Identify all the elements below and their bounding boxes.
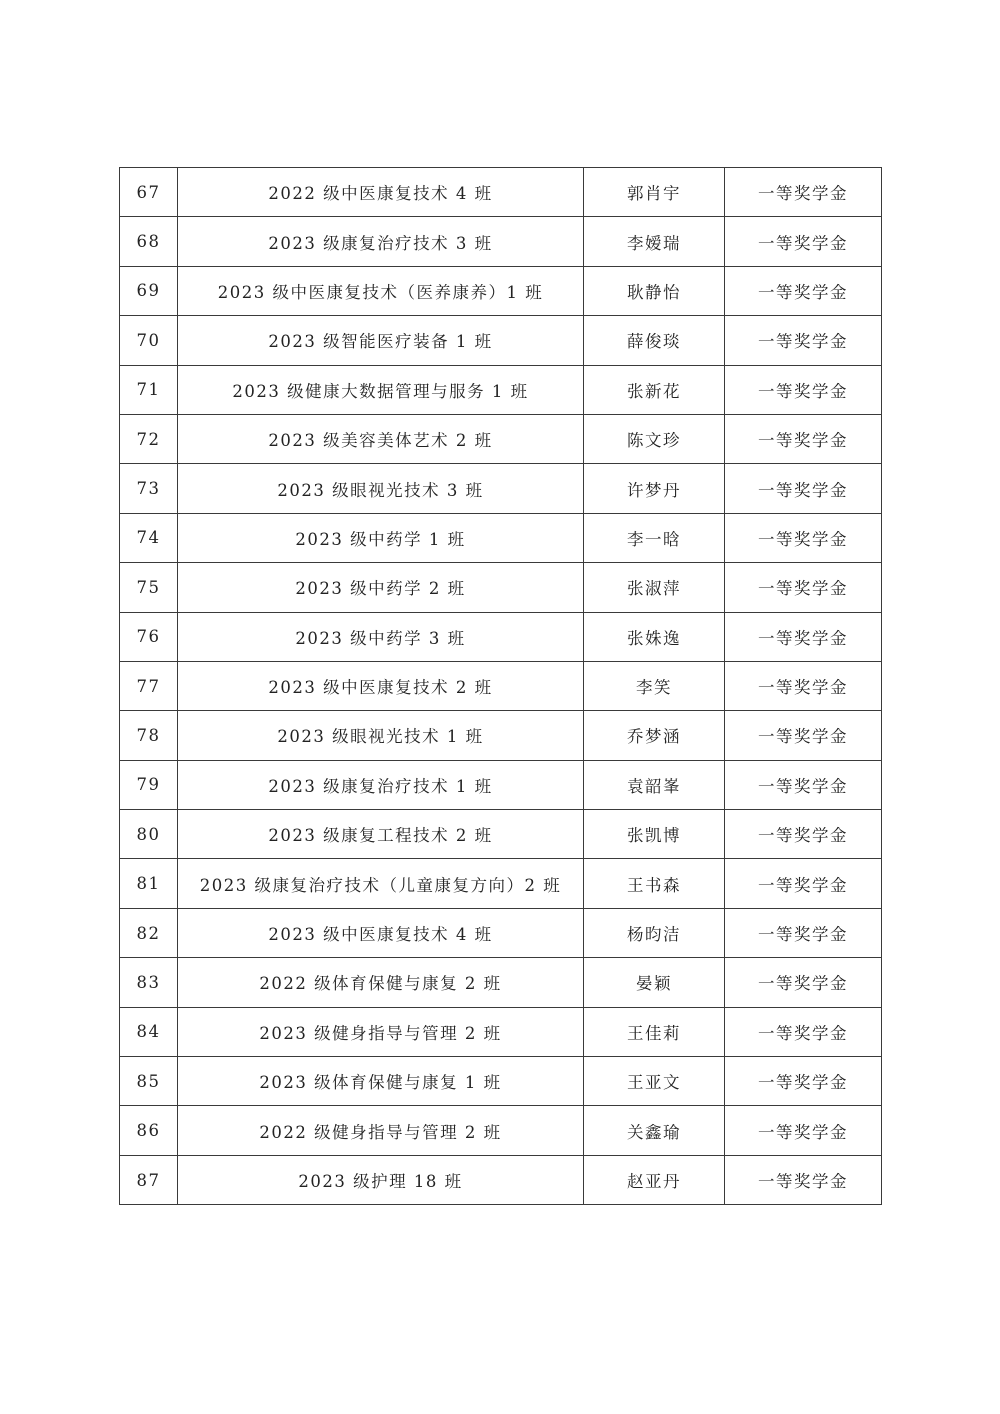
class-name-cell: 2023 级健身指导与管理 2 班 — [178, 1007, 584, 1056]
award-level-cell: 一等奖学金 — [725, 908, 882, 957]
award-level-cell: 一等奖学金 — [725, 168, 882, 217]
class-name-cell: 2022 级健身指导与管理 2 班 — [178, 1106, 584, 1155]
row-number-cell: 86 — [120, 1106, 178, 1155]
row-number-cell: 77 — [120, 661, 178, 710]
student-name-cell: 李笑 — [584, 661, 725, 710]
class-name-cell: 2023 级康复治疗技术 1 班 — [178, 760, 584, 809]
student-name-cell: 张姝逸 — [584, 612, 725, 661]
table-row — [120, 316, 882, 365]
award-level-cell: 一等奖学金 — [725, 612, 882, 661]
class-name-cell: 2023 级中药学 3 班 — [178, 612, 584, 661]
table-row — [120, 711, 882, 760]
class-name-cell: 2023 级康复治疗技术 3 班 — [178, 217, 584, 266]
class-name-cell: 2022 级中医康复技术 4 班 — [178, 168, 584, 217]
student-name-cell: 耿静怡 — [584, 266, 725, 315]
award-level-cell: 一等奖学金 — [725, 1007, 882, 1056]
student-name-cell: 张淑萍 — [584, 563, 725, 612]
class-name-cell: 2022 级体育保健与康复 2 班 — [178, 958, 584, 1007]
table-row — [120, 563, 882, 612]
table-row — [120, 168, 882, 217]
row-number-cell: 78 — [120, 711, 178, 760]
class-name-cell: 2023 级中药学 2 班 — [178, 563, 584, 612]
table-row — [120, 266, 882, 315]
table-row — [120, 760, 882, 809]
row-number-cell: 72 — [120, 414, 178, 463]
table-row — [120, 958, 882, 1007]
table-row — [120, 513, 882, 562]
student-name-cell: 杨昀洁 — [584, 908, 725, 957]
award-level-cell: 一等奖学金 — [725, 1057, 882, 1106]
row-number-cell: 87 — [120, 1155, 178, 1204]
award-level-cell: 一等奖学金 — [725, 365, 882, 414]
table-row — [120, 859, 882, 908]
table-row — [120, 810, 882, 859]
award-level-cell: 一等奖学金 — [725, 563, 882, 612]
table-row — [120, 217, 882, 266]
class-name-cell: 2023 级眼视光技术 3 班 — [178, 464, 584, 513]
row-number-cell: 68 — [120, 217, 178, 266]
student-name-cell: 王亚文 — [584, 1057, 725, 1106]
table-row — [120, 414, 882, 463]
table-row — [120, 1057, 882, 1106]
award-level-cell: 一等奖学金 — [725, 711, 882, 760]
row-number-cell: 79 — [120, 760, 178, 809]
table-row — [120, 1007, 882, 1056]
row-number-cell: 70 — [120, 316, 178, 365]
class-name-cell: 2023 级体育保健与康复 1 班 — [178, 1057, 584, 1106]
table-row — [120, 1106, 882, 1155]
class-name-cell: 2023 级美容美体艺术 2 班 — [178, 414, 584, 463]
student-name-cell: 赵亚丹 — [584, 1155, 725, 1204]
award-level-cell: 一等奖学金 — [725, 661, 882, 710]
student-name-cell: 晏颖 — [584, 958, 725, 1007]
student-name-cell: 乔梦涵 — [584, 711, 725, 760]
award-level-cell: 一等奖学金 — [725, 414, 882, 463]
row-number-cell: 84 — [120, 1007, 178, 1056]
row-number-cell: 75 — [120, 563, 178, 612]
student-name-cell: 关鑫瑜 — [584, 1106, 725, 1155]
student-name-cell: 李嫒瑞 — [584, 217, 725, 266]
row-number-cell: 81 — [120, 859, 178, 908]
student-name-cell: 郭肖宇 — [584, 168, 725, 217]
table-row — [120, 464, 882, 513]
award-level-cell: 一等奖学金 — [725, 1106, 882, 1155]
award-level-cell: 一等奖学金 — [725, 316, 882, 365]
award-level-cell: 一等奖学金 — [725, 217, 882, 266]
class-name-cell: 2023 级中药学 1 班 — [178, 513, 584, 562]
award-level-cell: 一等奖学金 — [725, 266, 882, 315]
table-row — [120, 612, 882, 661]
class-name-cell: 2023 级眼视光技术 1 班 — [178, 711, 584, 760]
row-number-cell: 82 — [120, 908, 178, 957]
class-name-cell: 2023 级康复治疗技术（儿童康复方向）2 班 — [178, 859, 584, 908]
table-row — [120, 365, 882, 414]
award-level-cell: 一等奖学金 — [725, 464, 882, 513]
table-row — [120, 908, 882, 957]
table-row — [120, 1155, 882, 1204]
student-name-cell: 袁韶峯 — [584, 760, 725, 809]
award-level-cell: 一等奖学金 — [725, 1155, 882, 1204]
row-number-cell: 73 — [120, 464, 178, 513]
award-level-cell: 一等奖学金 — [725, 859, 882, 908]
student-name-cell: 李一晗 — [584, 513, 725, 562]
award-level-cell: 一等奖学金 — [725, 810, 882, 859]
class-name-cell: 2023 级健康大数据管理与服务 1 班 — [178, 365, 584, 414]
award-level-cell: 一等奖学金 — [725, 760, 882, 809]
award-level-cell: 一等奖学金 — [725, 958, 882, 1007]
row-number-cell: 71 — [120, 365, 178, 414]
student-name-cell: 张新花 — [584, 365, 725, 414]
class-name-cell: 2023 级中医康复技术（医养康养）1 班 — [178, 266, 584, 315]
table-row — [120, 661, 882, 710]
row-number-cell: 76 — [120, 612, 178, 661]
row-number-cell: 69 — [120, 266, 178, 315]
student-name-cell: 王佳莉 — [584, 1007, 725, 1056]
student-name-cell: 陈文珍 — [584, 414, 725, 463]
row-number-cell: 85 — [120, 1057, 178, 1106]
class-name-cell: 2023 级智能医疗装备 1 班 — [178, 316, 584, 365]
row-number-cell: 80 — [120, 810, 178, 859]
scholarship-table — [119, 167, 882, 1205]
class-name-cell: 2023 级康复工程技术 2 班 — [178, 810, 584, 859]
row-number-cell: 67 — [120, 168, 178, 217]
class-name-cell: 2023 级护理 18 班 — [178, 1155, 584, 1204]
student-name-cell: 王书森 — [584, 859, 725, 908]
student-name-cell: 薛俊琰 — [584, 316, 725, 365]
award-level-cell: 一等奖学金 — [725, 513, 882, 562]
class-name-cell: 2023 级中医康复技术 2 班 — [178, 661, 584, 710]
row-number-cell: 74 — [120, 513, 178, 562]
student-name-cell: 许梦丹 — [584, 464, 725, 513]
scholarship-table-body — [120, 168, 882, 1205]
class-name-cell: 2023 级中医康复技术 4 班 — [178, 908, 584, 957]
student-name-cell: 张凯博 — [584, 810, 725, 859]
row-number-cell: 83 — [120, 958, 178, 1007]
